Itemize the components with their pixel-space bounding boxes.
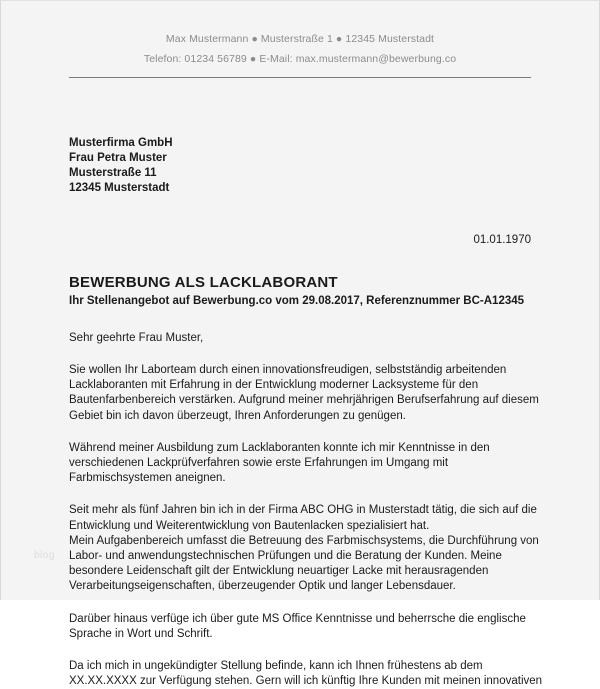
paragraph-line: Seit mehr als fünf Jahren bin ich in der Firma ABC OHG in Musterstadt tätig, die sich auf die <box>69 504 537 517</box>
subject-block <box>69 274 531 309</box>
paragraph-line: Verarbeitungseigenschaften, überzeugender Optik und langer Lebensdauer. <box>69 580 456 593</box>
letter-paragraph-5 <box>69 659 543 689</box>
paragraph-line: Gebiet bin ich davon überzeugt, Ihren Anforderungen zu genügen. <box>69 409 406 422</box>
paragraph-line: Entwicklung und Weiterentwicklung von Bautenlacken spezialisiert hat. <box>69 519 430 532</box>
letter-paragraph-3 <box>69 503 539 594</box>
paragraph-line: Sprache in Wort und Schrift. <box>69 627 213 640</box>
paragraph-line: Sie wollen Ihr Laborteam durch einen innovationsfreudigen, selbstständig arbeitenden <box>69 364 507 376</box>
paragraph-line: Farbmischsystemen aneignen. <box>69 472 226 485</box>
letter-body <box>1 136 599 689</box>
recipient-address-block <box>69 136 531 196</box>
recipient-line: Musterfirma GmbH <box>69 137 173 149</box>
paragraph-line: Da ich mich in ungekündigter Stellung befinde, kann ich Ihnen frühestens ab dem <box>69 660 483 673</box>
letterhead-contact-line-2: Telefon: 01234 56789 ● E-Mail: max.mustermann@bewerbung.co <box>143 53 457 65</box>
subject-title: BEWERBUNG ALS LACKLABORANT <box>69 274 338 291</box>
paragraph-line: Lacklaboranten mit Erfahrung in der Entwicklung moderner Lacksysteme für den <box>69 379 479 392</box>
paragraph-line: Labor- und anwendungstechnischen Prüfungen und die Beratung der Kunden. Meine <box>69 550 502 563</box>
salutation: Sehr geehrte Frau Muster, <box>69 332 204 344</box>
letter-paragraph-2 <box>69 441 531 487</box>
letterhead-contact-line-1: Max Mustermann ● Musterstraße 1 ● 12345 Musterstadt <box>165 33 435 45</box>
letter-paragraph-4 <box>69 612 531 642</box>
blog-watermark: blog <box>34 550 55 561</box>
letterhead <box>1 1 599 78</box>
paragraph-line: verschiedenen Lackprüfverfahren sowie erste Erfahrungen im Umgang mit <box>69 457 449 470</box>
paragraph-line: XX.XX.XXXX zur Verfügung stehen. Gern will ich künftig Ihre Kunden mit meinen innovativen <box>69 675 543 688</box>
paragraph-line: Mein Aufgabenbereich umfasst die Betreuung des Farbmischsystems, die Durchführung von <box>69 534 539 547</box>
recipient-line: Musterstraße 11 <box>69 167 157 179</box>
paragraph-line: Bautenfarbenbereich verstärken. Aufgrund meiner mehrjährigen Berufserfahrung auf diesem <box>69 394 539 407</box>
paragraph-line: Darüber hinaus verfüge ich über gute MS Office Kenntnisse und beherrsche die englische <box>69 612 526 625</box>
paragraph-line: Während meiner Ausbildung zum Lacklaboranten konnte ich mir Kenntnisse in den <box>69 441 490 454</box>
letter-paragraph-1 <box>69 363 539 424</box>
recipient-line: 12345 Musterstadt <box>69 182 170 194</box>
subject-reference: Ihr Stellenangebot auf Bewerbung.co vom 29.08.2017, Referenznummer BC-A12345 <box>69 295 525 307</box>
paragraph-line: besondere Leidenschaft gilt der Entwicklung neuartiger Lacke mit herausragenden <box>69 565 489 578</box>
recipient-line: Frau Petra Muster <box>69 152 167 164</box>
letterhead-divider <box>69 77 531 78</box>
letter-date: 01.01.1970 <box>473 234 531 246</box>
